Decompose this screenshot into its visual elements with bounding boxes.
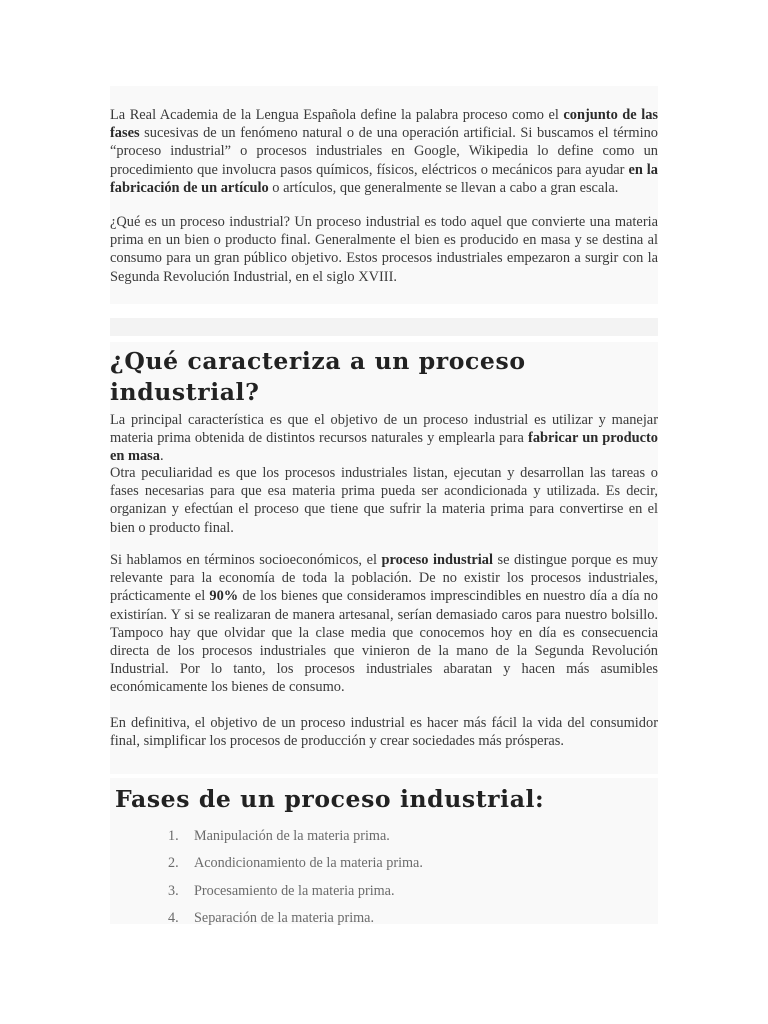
- list-item: [168, 908, 648, 935]
- list-item-text: Manipulación de la materia prima.: [194, 828, 390, 844]
- characteristics-paragraph-peculiarity: Otra peculiaridad es que los procesos industriales listan, ejecutan y desarrollan las tareas o fases necesarias para que esa materia prima pueda ser acondicionada y utilizada. Es decir, organizan y efectúan el proceso que tiene que sufrir la materia prima para convertirse en el bien o producto final.: [110, 465, 658, 536]
- list-item-number: 2.: [168, 855, 179, 872]
- list-item: [168, 853, 648, 880]
- separator-band: [110, 318, 658, 336]
- list-item-number: 1.: [168, 828, 179, 844]
- bold-phrase: 90%: [209, 588, 239, 605]
- bold-phrase: en la fabricación de un artículo: [110, 161, 658, 196]
- list-item-text: Procesamiento de la materia prima.: [194, 882, 395, 899]
- characteristics-paragraph-socioeconomic: Si hablamos en términos socioeconómicos, el proceso industrial se distingue porque es muy relevante para la economía de toda la población. De no existir los procesos industriales, prácticamente el 90% de los bienes que consideramos imprescindibles en nuestro día a día no existirían. Y si se realizaran de manera artesanal, serían demasiado caros para nuestro bolsillo. Tampoco hay que olvidar que la clase media que conocemos hoy en día es consecuencia directa de los procesos industriales que vinieron de la mano de la Segunda Revolución Industrial. Por lo tanto, los procesos industriales abaratan y hacen más asumibles económicamente los bienes de consumo.: [110, 552, 658, 696]
- list-item: [168, 881, 648, 908]
- bold-phrase: fabricar un producto en masa: [110, 430, 658, 465]
- bold-phrase: proceso industrial: [381, 552, 493, 568]
- list-item-number: 4.: [168, 909, 179, 926]
- list-item-text: Acondicionamiento de la materia prima.: [194, 855, 423, 872]
- characteristics-paragraph-main: La principal característica es que el objetivo de un proceso industrial es utilizar y manejar materia prima obtenida de distintos recursos naturales y emplearla para fabricar un producto en masa.: [110, 412, 658, 465]
- intro-paragraph-definition: La Real Academia de la Lengua Española define la palabra proceso como el conjunto de las fases sucesivas de un fenómeno natural o de una operación artificial. Si buscamos el término “proceso industrial” o procesos industriales en Google, Wikipedia lo define como un procedimiento que involucra pasos químicos, físicos, eléctricos o mecánicos para ayudar en la fabricación de un artículo o artículos, que generalmente se llevan a cabo a gran escala.: [110, 107, 658, 196]
- list-item: [168, 826, 648, 853]
- list-item-number: 3.: [168, 882, 179, 899]
- list-item-text: Separación de la materia prima.: [194, 909, 375, 926]
- intro-paragraph-what-is: ¿Qué es un proceso industrial? Un proceso industrial es todo aquel que convierte una materia prima en un bien o producto final. Generalmente el bien es producido en masa y se destina al consumo para un gran público objetivo. Estos procesos industriales empezaron a surgir con la Segunda Revolución Industrial, en el siglo XVIII.: [110, 214, 658, 285]
- section-heading-characteristics: ¿Qué caracteriza a un proceso industrial?: [110, 347, 526, 406]
- section-heading-phases: Fases de un proceso industrial:: [115, 785, 545, 813]
- phases-list: [168, 826, 648, 935]
- characteristics-paragraph-conclusion: En definitiva, el objetivo de un proceso industrial es hacer más fácil la vida del consumidor final, simplificar los procesos de producción y crear sociedades más prósperas.: [110, 715, 658, 750]
- bold-phrase: conjunto de las fases: [110, 107, 658, 142]
